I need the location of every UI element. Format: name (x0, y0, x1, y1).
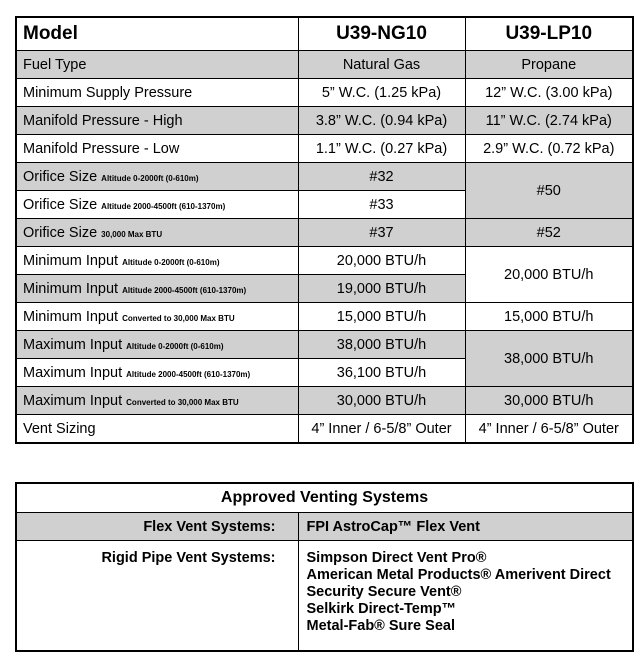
header-lp: U39-LP10 (465, 17, 633, 51)
label-sub: 30,000 Max BTU (101, 229, 163, 239)
ng-value: #37 (298, 219, 465, 247)
row-label (16, 331, 298, 359)
venting-title-row (16, 483, 633, 513)
ng-value: 20,000 BTU/h (298, 247, 465, 275)
rigid-vent-label: Rigid Pipe Vent Systems: (16, 541, 298, 652)
flex-vent-label: Flex Vent Systems: (16, 513, 298, 541)
lp-merged-value: 38,000 BTU/h (465, 331, 633, 387)
ng-value: 4” Inner / 6-5/8” Outer (298, 415, 465, 444)
manifold-high-row (16, 107, 633, 135)
ng-value: 3.8” W.C. (0.94 kPa) (298, 107, 465, 135)
row-label (16, 191, 298, 219)
lp-value: #52 (465, 219, 633, 247)
row-label (16, 387, 298, 415)
label-main: Maximum Input (23, 392, 123, 409)
orifice-row-1 (16, 163, 633, 191)
row-label (16, 275, 298, 303)
ng-value: 15,000 BTU/h (298, 303, 465, 331)
row-label: Minimum Supply Pressure (16, 79, 298, 107)
max-input-row-1 (16, 331, 633, 359)
venting-table (15, 482, 634, 652)
manifold-low-row (16, 135, 633, 163)
fuel-type-row (16, 51, 633, 79)
label-sub: Altitude 0-2000ft (0-610m) (126, 341, 224, 351)
lp-value: 30,000 BTU/h (465, 387, 633, 415)
ng-value: Natural Gas (298, 51, 465, 79)
lp-value: 15,000 BTU/h (465, 303, 633, 331)
vent-sizing-row (16, 415, 633, 444)
row-label: Manifold Pressure - Low (16, 135, 298, 163)
lp-merged-value: 20,000 BTU/h (465, 247, 633, 303)
ng-value: 19,000 BTU/h (298, 275, 465, 303)
flex-vent-value: FPI AstroCap™ Flex Vent (298, 513, 633, 541)
rigid-vent-item: American Metal Products® Amerivent Direct (306, 567, 611, 583)
row-label (16, 219, 298, 247)
rigid-vent-item: Security Secure Vent® (306, 584, 462, 600)
label-sub: Converted to 30,000 Max BTU (126, 397, 239, 407)
header-model: Model (16, 17, 298, 51)
label-main: Maximum Input (23, 336, 123, 353)
row-label (16, 303, 298, 331)
row-label (16, 247, 298, 275)
row-label: Vent Sizing (16, 415, 298, 444)
max-input-row-3 (16, 387, 633, 415)
ng-value: 38,000 BTU/h (298, 331, 465, 359)
rigid-vent-item: Simpson Direct Vent Pro® (306, 550, 487, 566)
orifice-row-3 (16, 219, 633, 247)
lp-value: 12” W.C. (3.00 kPa) (465, 79, 633, 107)
ng-value: 30,000 BTU/h (298, 387, 465, 415)
rigid-vent-item: Selkirk Direct-Temp™ (306, 601, 457, 617)
lp-value: Propane (465, 51, 633, 79)
rigid-vent-values (298, 541, 633, 652)
rigid-vent-row (16, 541, 633, 652)
lp-value: 2.9” W.C. (0.72 kPa) (465, 135, 633, 163)
lp-merged-value: #50 (465, 163, 633, 219)
label-sub: Altitude 2000-4500ft (610-1370m) (122, 285, 247, 295)
ng-value: 36,100 BTU/h (298, 359, 465, 387)
ng-value: 1.1” W.C. (0.27 kPa) (298, 135, 465, 163)
rigid-vent-item: Metal-Fab® Sure Seal (306, 618, 455, 634)
label-sub: Converted to 30,000 Max BTU (122, 313, 235, 323)
row-label (16, 163, 298, 191)
label-main: Minimum Input (23, 280, 119, 297)
label-main: Orifice Size (23, 224, 98, 241)
label-sub: Altitude 2000-4500ft (610-1370m) (126, 369, 251, 379)
spec-table (15, 16, 634, 444)
ng-value: 5” W.C. (1.25 kPa) (298, 79, 465, 107)
row-label (16, 359, 298, 387)
row-label: Fuel Type (16, 51, 298, 79)
header-ng: U39-NG10 (298, 17, 465, 51)
ng-value: #32 (298, 163, 465, 191)
min-input-row-3 (16, 303, 633, 331)
flex-vent-row (16, 513, 633, 541)
row-label: Manifold Pressure - High (16, 107, 298, 135)
label-main: Minimum Input (23, 308, 119, 325)
label-sub: Altitude 0-2000ft (0-610m) (101, 173, 199, 183)
lp-value: 11” W.C. (2.74 kPa) (465, 107, 633, 135)
venting-title: Approved Venting Systems (16, 483, 633, 513)
label-main: Orifice Size (23, 168, 98, 185)
header-row (16, 17, 633, 51)
min-input-row-1 (16, 247, 633, 275)
min-supply-row (16, 79, 633, 107)
ng-value: #33 (298, 191, 465, 219)
lp-value: 4” Inner / 6-5/8” Outer (465, 415, 633, 444)
label-sub: Altitude 0-2000ft (0-610m) (122, 257, 220, 267)
label-main: Maximum Input (23, 364, 123, 381)
label-main: Minimum Input (23, 252, 119, 269)
label-main: Orifice Size (23, 196, 98, 213)
label-sub: Altitude 2000-4500ft (610-1370m) (101, 201, 226, 211)
